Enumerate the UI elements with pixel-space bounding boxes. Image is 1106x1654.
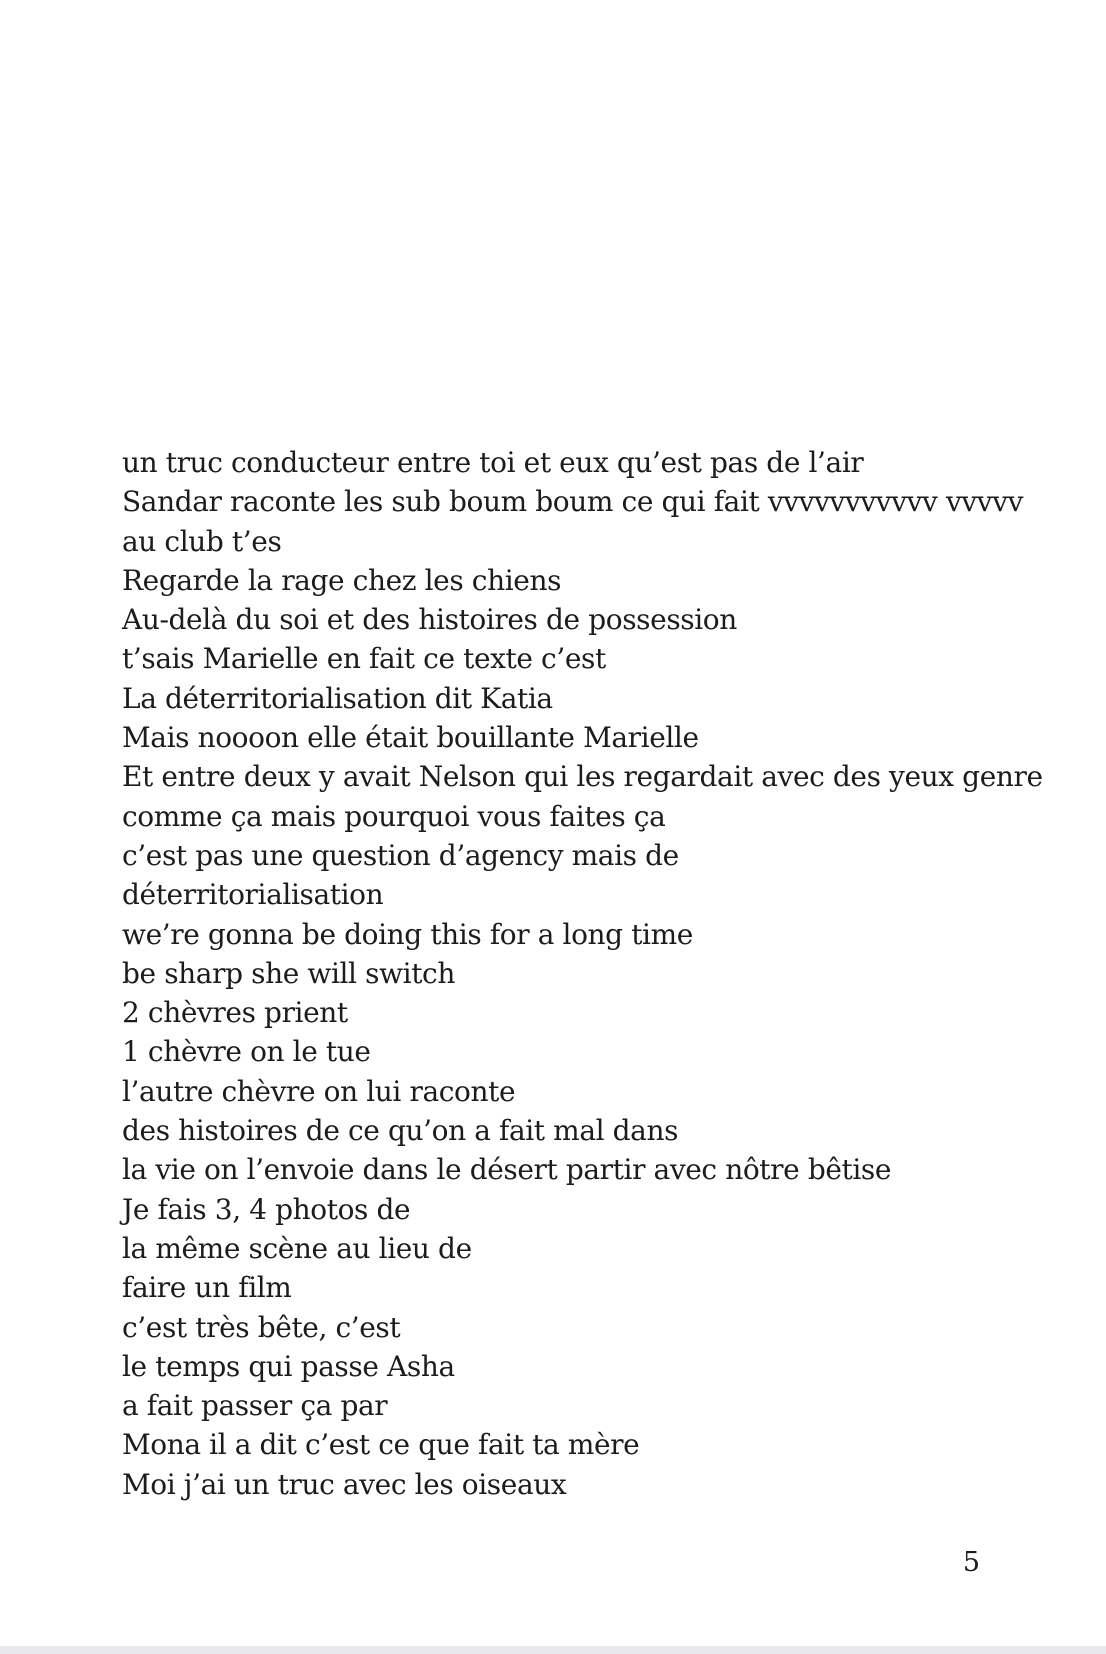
- poem-line: c’est très bête, c’est: [122, 1310, 401, 1344]
- poem-line: a fait passer ça par: [122, 1389, 388, 1423]
- poem-line: un truc conducteur entre toi et eux qu’est pas de l’air: [122, 446, 864, 479]
- poem-line: la même scène au lieu de: [122, 1231, 472, 1265]
- page-number: 5: [962, 1547, 980, 1578]
- poem-line: comme ça mais pourquoi vous faites ça: [122, 799, 666, 833]
- poem-line: Regarde la rage chez les chiens: [122, 563, 562, 597]
- poem-line: Je fais 3, 4 photos de: [122, 1192, 411, 1226]
- poem-line: déterritorialisation: [122, 878, 384, 912]
- poem-line: La déterritorialisation dit Katia: [122, 681, 553, 715]
- poem-line: c’est pas une question d’agency mais de: [122, 838, 679, 872]
- poem-line: faire un film: [122, 1271, 292, 1305]
- poem-line: Mais noooon elle était bouillante Marielle: [122, 721, 699, 755]
- poem-line: la vie on l’envoie dans le désert partir avec nôtre bêtise: [122, 1153, 892, 1187]
- page-bottom-edge: [0, 1646, 1106, 1654]
- poem-line: t’sais Marielle en fait ce texte c’est: [122, 642, 606, 676]
- poem-line: 1 chèvre on le tue: [122, 1035, 371, 1069]
- poem-line: le temps qui passe Asha: [122, 1349, 455, 1383]
- poem-line: we’re gonna be doing this for a long time: [122, 917, 693, 951]
- poem-text: [122, 443, 1043, 1504]
- poem-line: au club t’es: [122, 524, 282, 558]
- poem-line: be sharp she will switch: [122, 956, 455, 990]
- poem-line: l’autre chèvre on lui raconte: [122, 1074, 516, 1108]
- poem-line: Sandar raconte les sub boum boum ce qui fait vvvvvvvvvvv vvvvv: [122, 485, 1024, 519]
- poem-line: Moi j’ai un truc avec les oiseaux: [122, 1467, 567, 1501]
- poem-line: Et entre deux y avait Nelson qui les regardait avec des yeux genre: [122, 760, 1043, 794]
- poem-line: Mona il a dit c’est ce que fait ta mère: [122, 1428, 640, 1462]
- poem-line: Au-delà du soi et des histoires de possession: [122, 603, 737, 637]
- poem-line: des histoires de ce qu’on a fait mal dans: [122, 1114, 679, 1148]
- poem-line: 2 chèvres prient: [122, 996, 348, 1030]
